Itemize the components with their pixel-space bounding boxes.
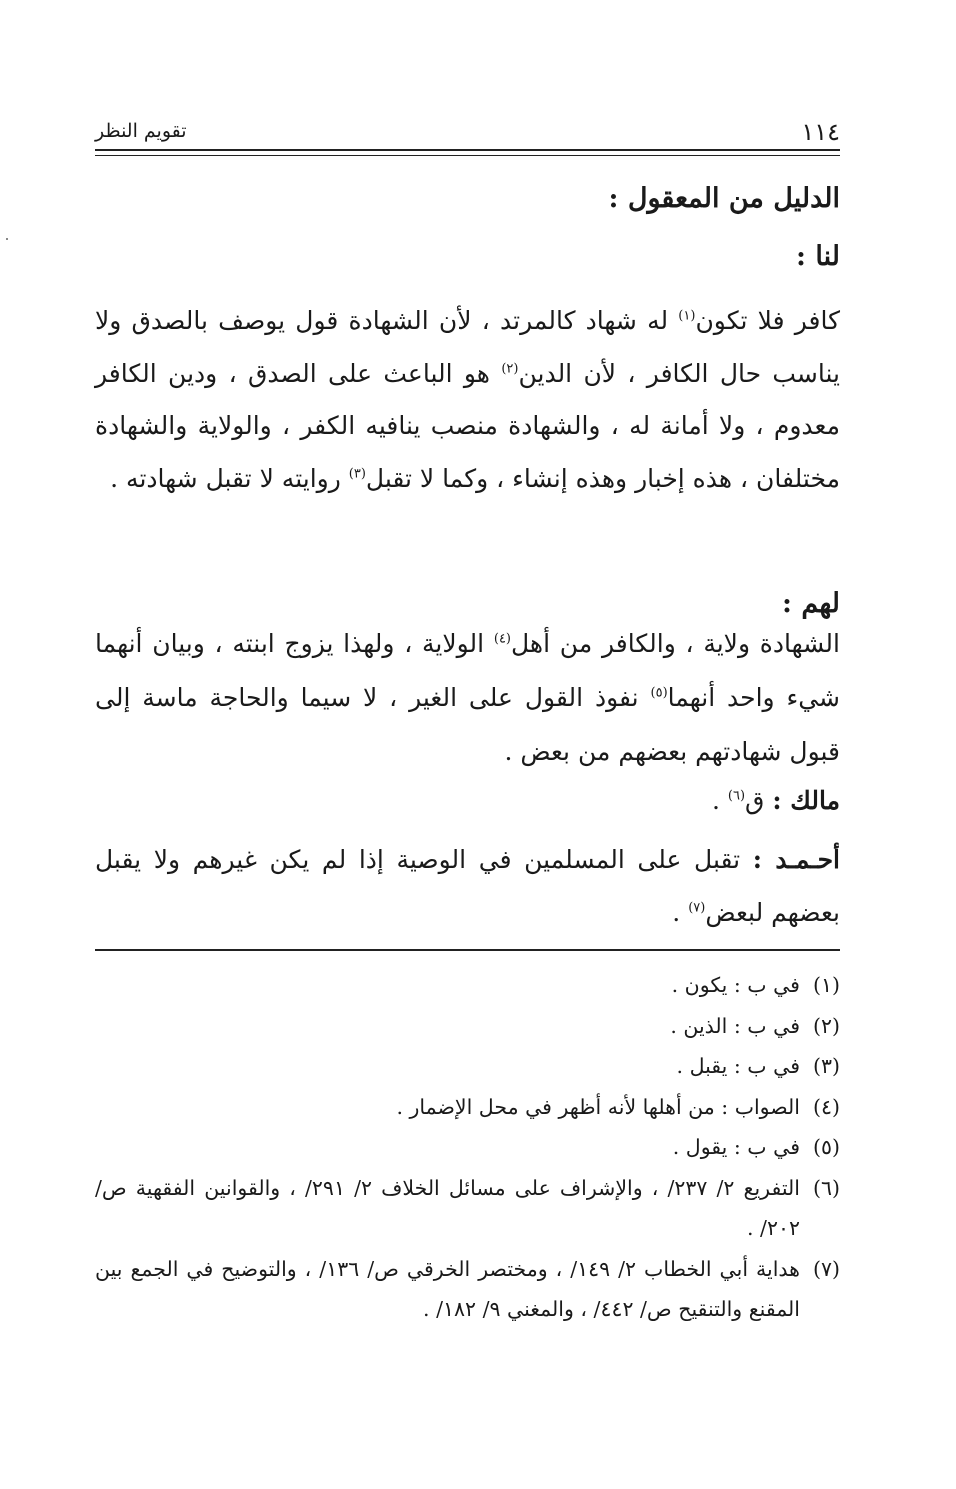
heading-rational-evidence: الدليل من المعقول :	[608, 183, 840, 214]
footnote-text: في ب : يكون .	[671, 973, 800, 997]
footnote-number: (٦)	[812, 1175, 840, 1200]
text-run: .	[672, 897, 689, 927]
footnote-item	[95, 965, 840, 1006]
footnote-ref-4[interactable]: (٤)	[493, 631, 511, 647]
heading-theirs: لهم :	[781, 588, 840, 619]
text-run: كافر فلا تكون	[695, 306, 840, 335]
footnotes-list	[95, 965, 840, 1330]
footnote-text: في ب : الذين .	[670, 1013, 800, 1038]
text-run: الولاية ، ولهذا يزوج ابنته ، وبيان أنهما شيء واحد أنهما	[95, 629, 841, 712]
footnote-number: (٧)	[812, 1256, 840, 1281]
footnote-text: التفريع ٢/ ٢٣٧/ ، والإشراف على مسائل الخلاف ٢/ ٢٩١/ ، والقوانين الفقهية ص/ ٢٠٢/ .	[95, 1175, 800, 1240]
footnote-number: (٥)	[812, 1135, 840, 1159]
text-run: ق	[745, 786, 773, 815]
footnote-item	[95, 1046, 840, 1087]
footnote-number: (٣)	[812, 1054, 840, 1078]
footnote-separator	[95, 949, 840, 951]
footnote-item	[95, 1006, 840, 1047]
text-run: نفوذ القول على الغير ، لا سيما والحاجة ماسة إلى قبول شهادتهم بعضهم من بعض .	[95, 683, 840, 766]
footnote-ref-5[interactable]: (٥)	[650, 685, 668, 701]
book-page	[95, 0, 840, 1489]
footnote-ref-3[interactable]: (٣)	[348, 466, 366, 482]
footnote-number: (٢)	[812, 1013, 840, 1038]
footnote-item	[95, 1087, 840, 1128]
footnote-text: الصواب : من أهلها لأنه أظهر في محل الإضمار .	[396, 1094, 800, 1119]
footnote-ref-7[interactable]: (٧)	[688, 900, 706, 916]
text-run: .	[711, 786, 728, 815]
paragraph-ahmad	[95, 834, 840, 939]
footnote-item	[95, 1127, 840, 1168]
page-header	[95, 118, 840, 148]
label-ahmad: أحـمـد :	[752, 845, 840, 874]
footnote-ref-1[interactable]: (١)	[678, 308, 696, 324]
margin-speck	[6, 238, 8, 240]
footnote-number: (٤)	[812, 1094, 840, 1119]
label-malik: مالك :	[772, 786, 840, 815]
page-number: ١١٤	[801, 118, 840, 146]
paragraph-malik	[95, 775, 840, 828]
text-run: تقبل على المسلمين في الوصية إذا لم يكن غيرهم ولا يقبل بعضهم لبعض	[95, 845, 840, 927]
footnote-text: في ب : يقبل .	[676, 1054, 800, 1078]
header-rule-thin	[95, 155, 840, 156]
heading-ours: لنا :	[796, 241, 840, 272]
footnote-text: هداية أبي الخطاب ٢/ ١٤٩/ ، ومختصر الخرقي ص/ ١٣٦/ ، والتوضيح في الجمع بين المقنع والتنقيح ص/ ٤٤٢/ ، والمغني ٩/ ١٨٢/ .	[95, 1256, 800, 1321]
header-rule-thick	[95, 149, 840, 151]
footnote-ref-2[interactable]: (٢)	[501, 361, 519, 377]
footnote-number: (١)	[812, 973, 840, 997]
footnote-ref-6[interactable]: (٦)	[727, 788, 746, 804]
footnote-text: في ب : يقول .	[672, 1135, 800, 1159]
text-run: هو الباعث على الصدق ، ودين الكافر معدوم ، ولا أمانة له ، والشهادة منصب ينافيه الكفر ، والولاية والشهادة مختلفان ، هذه إخبار وهذه إنشاء ، وكما لا تقبل	[95, 358, 840, 493]
running-title: تقويم النظر	[95, 120, 187, 142]
text-run: الشهادة ولاية ، والكافر من أهل	[511, 629, 840, 658]
text-run: له شهاد كالمرتد ، لأن الشهادة قول يوصف بالصدق ولا يناسب حال الكافر ، لأن الدين	[95, 306, 840, 388]
text-run: روايته لا تقبل شهادته .	[110, 463, 349, 493]
paragraph-theirs	[95, 617, 840, 779]
footnote-item	[95, 1168, 840, 1249]
paragraph-ours	[95, 295, 840, 505]
footnote-item	[95, 1249, 840, 1330]
